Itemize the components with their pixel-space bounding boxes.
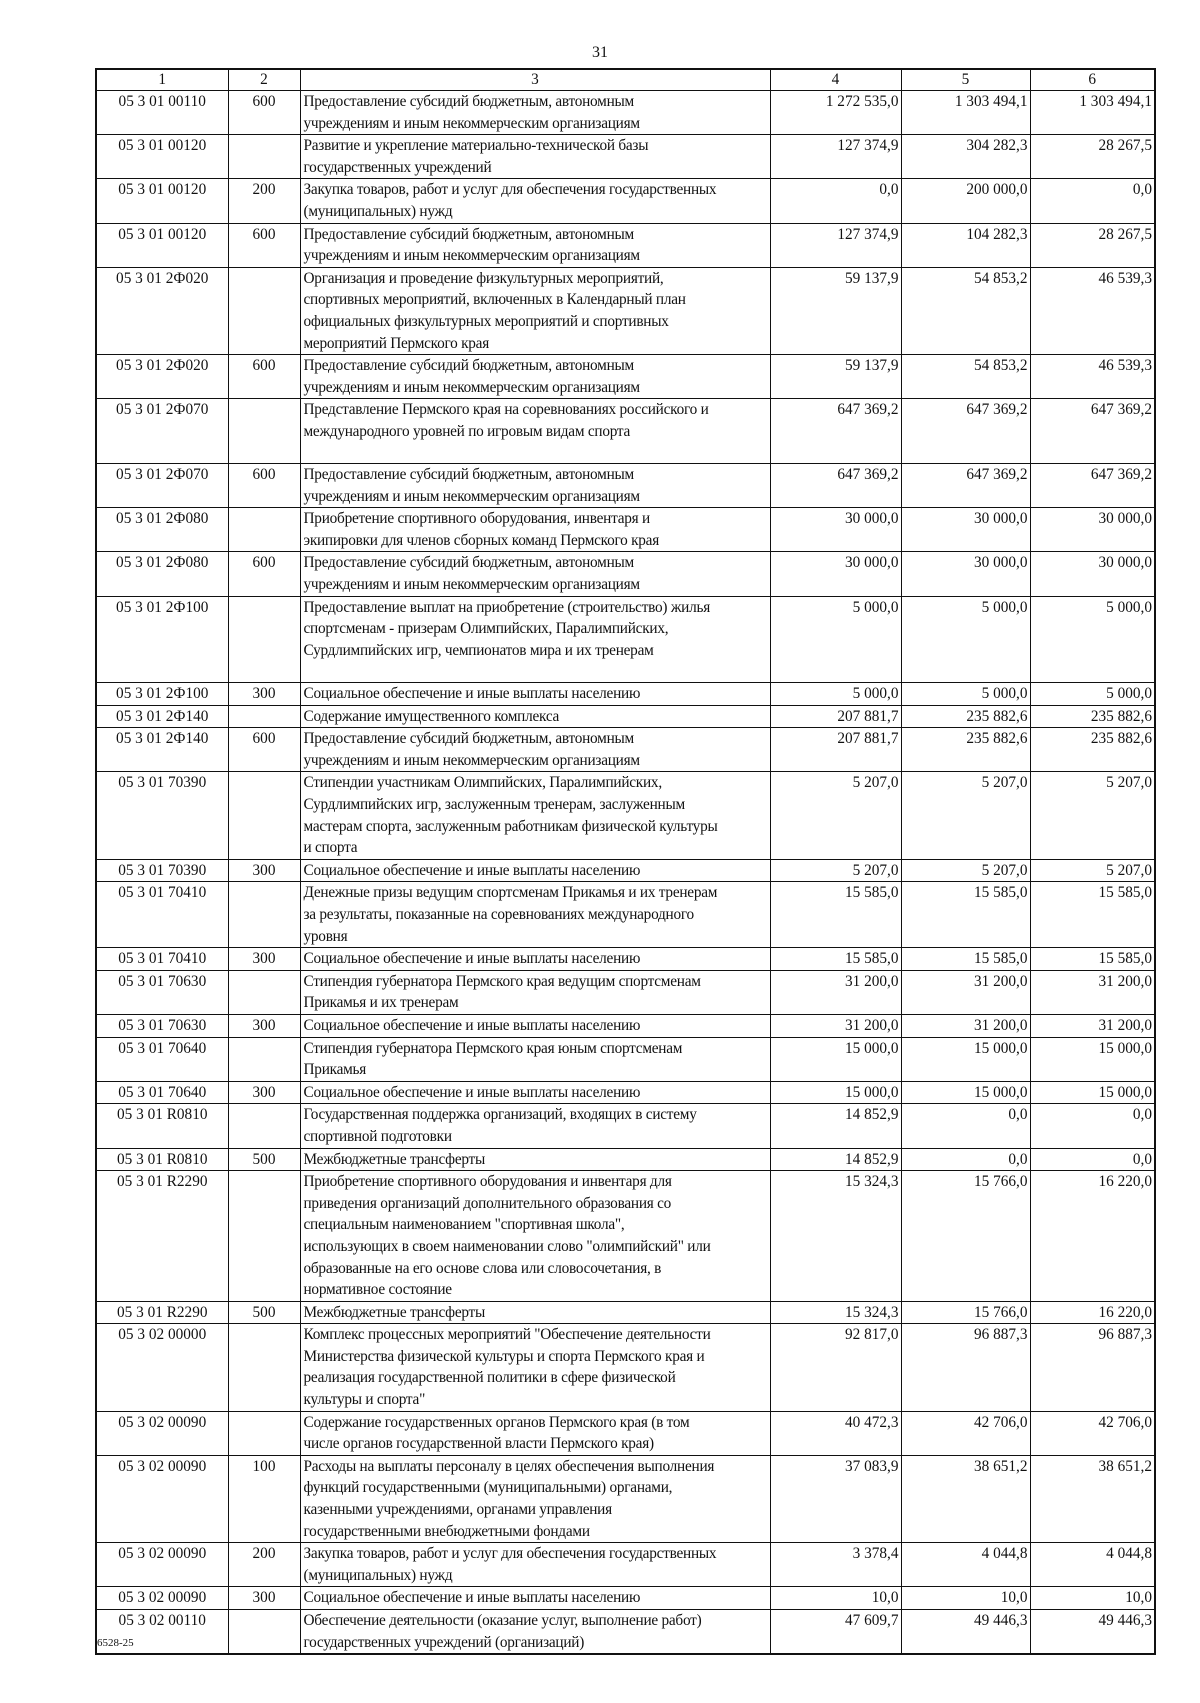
row-expense-type	[228, 1610, 300, 1655]
row-value-col4: 5 207,0	[770, 772, 901, 859]
table-row	[96, 1587, 1155, 1610]
row-value-col5: 5 000,0	[901, 683, 1030, 706]
row-code: 05 3 01 70630	[96, 970, 228, 1014]
row-expense-type: 500	[228, 1148, 300, 1171]
row-value-col4: 3 378,4	[770, 1543, 901, 1587]
row-value-col4: 31 200,0	[770, 970, 901, 1014]
row-name: Содержание государственных органов Пермского края (в том числе органов государственной власти Пермского края)	[300, 1411, 770, 1455]
row-value-col5: 5 207,0	[901, 859, 1030, 882]
row-code: 05 3 01 70410	[96, 948, 228, 971]
row-expense-type: 200	[228, 179, 300, 223]
row-value-col6: 28 267,5	[1030, 223, 1155, 267]
row-value-col5: 5 207,0	[901, 772, 1030, 859]
row-code: 05 3 02 00110	[96, 1610, 228, 1655]
row-value-col5: 96 887,3	[901, 1324, 1030, 1411]
table-row	[96, 1455, 1155, 1542]
row-expense-type	[228, 135, 300, 179]
row-expense-type: 600	[228, 552, 300, 596]
header-col-4: 4	[770, 69, 901, 91]
row-value-col6: 15 585,0	[1030, 882, 1155, 948]
row-value-col6: 31 200,0	[1030, 1014, 1155, 1037]
row-name: Закупка товаров, работ и услуг для обеспечения государственных (муниципальных) нужд	[300, 1543, 770, 1587]
row-value-col4: 207 881,7	[770, 705, 901, 728]
row-expense-type	[228, 882, 300, 948]
row-expense-type	[228, 596, 300, 682]
row-name: Стипендия губернатора Пермского края юным спортсменам Прикамья	[300, 1037, 770, 1081]
row-value-col6: 42 706,0	[1030, 1411, 1155, 1455]
row-value-col6: 16 220,0	[1030, 1301, 1155, 1324]
header-col-1: 1	[96, 69, 228, 91]
row-value-col5: 5 000,0	[901, 596, 1030, 682]
row-code: 05 3 01 70640	[96, 1081, 228, 1104]
row-value-col5: 30 000,0	[901, 508, 1030, 552]
row-expense-type	[228, 970, 300, 1014]
row-expense-type: 300	[228, 1014, 300, 1037]
row-expense-type: 100	[228, 1455, 300, 1542]
budget-table	[95, 68, 1156, 1655]
table-row	[96, 355, 1155, 399]
row-value-col6: 647 369,2	[1030, 464, 1155, 508]
header-col-3: 3	[300, 69, 770, 91]
table-row	[96, 399, 1155, 464]
row-value-col6: 0,0	[1030, 1148, 1155, 1171]
row-code: 05 3 02 00090	[96, 1587, 228, 1610]
row-expense-type: 600	[228, 91, 300, 135]
row-value-col6: 49 446,3	[1030, 1610, 1155, 1655]
row-value-col6: 15 000,0	[1030, 1037, 1155, 1081]
row-value-col5: 30 000,0	[901, 552, 1030, 596]
row-value-col5: 15 766,0	[901, 1301, 1030, 1324]
row-expense-type: 600	[228, 355, 300, 399]
row-name: Приобретение спортивного оборудования, инвентаря и экипировки для членов сборных команд Пермского края	[300, 508, 770, 552]
row-name: Закупка товаров, работ и услуг для обеспечения государственных (муниципальных) нужд	[300, 179, 770, 223]
row-value-col4: 37 083,9	[770, 1455, 901, 1542]
row-expense-type: 600	[228, 728, 300, 772]
row-name: Социальное обеспечение и иные выплаты населению	[300, 859, 770, 882]
row-name: Межбюджетные трансферты	[300, 1301, 770, 1324]
row-code: 05 3 01 70630	[96, 1014, 228, 1037]
table-row	[96, 135, 1155, 179]
table-row	[96, 464, 1155, 508]
table-row	[96, 1301, 1155, 1324]
row-name: Денежные призы ведущим спортсменам Прикамья и их тренерам за результаты, показанные на соревнованиях международного уровня	[300, 882, 770, 948]
row-value-col4: 15 585,0	[770, 948, 901, 971]
table-row	[96, 552, 1155, 596]
row-value-col4: 14 852,9	[770, 1104, 901, 1148]
row-name: Комплекс процессных мероприятий "Обеспечение деятельности Министерства физической культуры и спорта Пермского края и реализация государственной политики в сфере физической культуры и спорта"	[300, 1324, 770, 1411]
row-value-col5: 15 000,0	[901, 1081, 1030, 1104]
row-value-col5: 0,0	[901, 1148, 1030, 1171]
row-name: Предоставление субсидий бюджетным, автономным учреждениям и иным некоммерческим организациям	[300, 552, 770, 596]
row-name: Социальное обеспечение и иные выплаты населению	[300, 1014, 770, 1037]
row-value-col6: 5 000,0	[1030, 683, 1155, 706]
table-row	[96, 948, 1155, 971]
row-value-col4: 5 000,0	[770, 683, 901, 706]
row-name: Предоставление субсидий бюджетным, автономным учреждениям и иным некоммерческим организациям	[300, 223, 770, 267]
row-value-col5: 15 585,0	[901, 948, 1030, 971]
row-expense-type	[228, 1171, 300, 1302]
row-code: 05 3 02 00090	[96, 1543, 228, 1587]
row-code: 05 3 01 2Ф140	[96, 728, 228, 772]
row-code: 05 3 01 2Ф100	[96, 683, 228, 706]
page-number: 31	[592, 44, 608, 61]
row-value-col4: 40 472,3	[770, 1411, 901, 1455]
row-name: Социальное обеспечение и иные выплаты населению	[300, 683, 770, 706]
row-code: 05 3 01 R0810	[96, 1148, 228, 1171]
row-value-col4: 30 000,0	[770, 508, 901, 552]
header-col-6: 6	[1030, 69, 1155, 91]
row-code: 05 3 01 2Ф140	[96, 705, 228, 728]
row-name: Содержание имущественного комплекса	[300, 705, 770, 728]
row-name: Представление Пермского края на соревнованиях российского и международного уровней по игровым видам спорта	[300, 399, 770, 464]
table-row	[96, 1171, 1155, 1302]
row-name: Государственная поддержка организаций, входящих в систему спортивной подготовки	[300, 1104, 770, 1148]
row-code: 05 3 02 00090	[96, 1411, 228, 1455]
row-name: Приобретение спортивного оборудования и инвентаря для приведения организаций дополнительного образования со специальным наименованием "спортивная школа", использующих в своем наименовании слово "олимпийский" или образованные на его основе слова или словосочетания, в нормативное состояние	[300, 1171, 770, 1302]
row-value-col4: 59 137,9	[770, 355, 901, 399]
row-expense-type	[228, 1104, 300, 1148]
row-value-col6: 0,0	[1030, 179, 1155, 223]
row-value-col5: 10,0	[901, 1587, 1030, 1610]
row-value-col5: 15 000,0	[901, 1037, 1030, 1081]
row-name: Обеспечение деятельности (оказание услуг, выполнение работ) государственных учреждений (организаций)	[300, 1610, 770, 1655]
row-value-col6: 28 267,5	[1030, 135, 1155, 179]
row-expense-type	[228, 1324, 300, 1411]
header-col-2: 2	[228, 69, 300, 91]
table-row	[96, 1610, 1155, 1655]
row-value-col4: 127 374,9	[770, 223, 901, 267]
row-expense-type	[228, 705, 300, 728]
row-value-col4: 647 369,2	[770, 399, 901, 464]
row-value-col6: 46 539,3	[1030, 267, 1155, 354]
row-value-col4: 15 000,0	[770, 1081, 901, 1104]
row-value-col4: 0,0	[770, 179, 901, 223]
row-code: 05 3 01 R0810	[96, 1104, 228, 1148]
row-code: 05 3 02 00000	[96, 1324, 228, 1411]
row-code: 05 3 01 70390	[96, 859, 228, 882]
row-value-col6: 5 207,0	[1030, 772, 1155, 859]
row-value-col4: 92 817,0	[770, 1324, 901, 1411]
row-value-col6: 5 207,0	[1030, 859, 1155, 882]
row-code: 05 3 01 00120	[96, 223, 228, 267]
row-expense-type: 600	[228, 223, 300, 267]
header-col-5: 5	[901, 69, 1030, 91]
row-value-col6: 235 882,6	[1030, 728, 1155, 772]
row-value-col6: 647 369,2	[1030, 399, 1155, 464]
row-expense-type: 300	[228, 948, 300, 971]
row-value-col5: 1 303 494,1	[901, 91, 1030, 135]
row-code: 05 3 02 00090	[96, 1455, 228, 1542]
row-name: Стипендии участникам Олимпийских, Паралимпийских, Сурдлимпийских игр, заслуженным тренерам, заслуженным мастерам спорта, заслуженным работникам физической культуры и спорта	[300, 772, 770, 859]
table-row	[96, 1037, 1155, 1081]
row-value-col6: 30 000,0	[1030, 552, 1155, 596]
row-value-col6: 1 303 494,1	[1030, 91, 1155, 135]
row-value-col5: 15 585,0	[901, 882, 1030, 948]
row-name: Предоставление субсидий бюджетным, автономным учреждениям и иным некоммерческим организациям	[300, 355, 770, 399]
row-value-col4: 47 609,7	[770, 1610, 901, 1655]
table-row	[96, 223, 1155, 267]
row-value-col4: 59 137,9	[770, 267, 901, 354]
row-value-col5: 54 853,2	[901, 267, 1030, 354]
row-value-col6: 5 000,0	[1030, 596, 1155, 682]
table-row	[96, 1148, 1155, 1171]
row-value-col4: 127 374,9	[770, 135, 901, 179]
row-value-col5: 15 766,0	[901, 1171, 1030, 1302]
table-row	[96, 882, 1155, 948]
row-name: Предоставление субсидий бюджетным, автономным учреждениям и иным некоммерческим организациям	[300, 91, 770, 135]
row-code: 05 3 01 2Ф100	[96, 596, 228, 682]
row-value-col4: 15 585,0	[770, 882, 901, 948]
row-value-col5: 42 706,0	[901, 1411, 1030, 1455]
row-expense-type	[228, 267, 300, 354]
row-name: Предоставление субсидий бюджетным, автономным учреждениям и иным некоммерческим организациям	[300, 464, 770, 508]
row-value-col4: 14 852,9	[770, 1148, 901, 1171]
row-value-col6: 15 585,0	[1030, 948, 1155, 971]
row-value-col5: 0,0	[901, 1104, 1030, 1148]
row-code: 05 3 01 70390	[96, 772, 228, 859]
row-value-col4: 15 324,3	[770, 1171, 901, 1302]
row-name: Социальное обеспечение и иные выплаты населению	[300, 948, 770, 971]
table-row	[96, 1543, 1155, 1587]
row-name: Развитие и укрепление материально-технической базы государственных учреждений	[300, 135, 770, 179]
row-code: 05 3 01 00120	[96, 179, 228, 223]
row-value-col5: 31 200,0	[901, 970, 1030, 1014]
footer-code: 6528-25	[97, 1637, 134, 1649]
row-expense-type	[228, 399, 300, 464]
table-row	[96, 1014, 1155, 1037]
row-value-col5: 647 369,2	[901, 464, 1030, 508]
row-value-col5: 235 882,6	[901, 705, 1030, 728]
table-row	[96, 683, 1155, 706]
row-name: Предоставление выплат на приобретение (строительство) жилья спортсменам - призерам Олимпийских, Паралимпийских, Сурдлимпийских игр, чемпионатов мира и их тренерам	[300, 596, 770, 682]
table-row	[96, 596, 1155, 682]
row-value-col4: 1 272 535,0	[770, 91, 901, 135]
row-code: 05 3 01 R2290	[96, 1301, 228, 1324]
row-expense-type: 500	[228, 1301, 300, 1324]
row-name: Расходы на выплаты персоналу в целях обеспечения выполнения функций государственными (муниципальными) органами, казенными учреждениями, органами управления государственными внебюджетными фондами	[300, 1455, 770, 1542]
row-value-col5: 200 000,0	[901, 179, 1030, 223]
row-value-col6: 4 044,8	[1030, 1543, 1155, 1587]
row-value-col4: 10,0	[770, 1587, 901, 1610]
row-value-col6: 31 200,0	[1030, 970, 1155, 1014]
row-expense-type: 300	[228, 1587, 300, 1610]
table-row	[96, 728, 1155, 772]
row-name: Межбюджетные трансферты	[300, 1148, 770, 1171]
row-value-col6: 10,0	[1030, 1587, 1155, 1610]
row-expense-type	[228, 1037, 300, 1081]
row-value-col6: 15 000,0	[1030, 1081, 1155, 1104]
row-name: Социальное обеспечение и иные выплаты населению	[300, 1081, 770, 1104]
row-value-col6: 0,0	[1030, 1104, 1155, 1148]
row-value-col5: 647 369,2	[901, 399, 1030, 464]
row-code: 05 3 01 70410	[96, 882, 228, 948]
row-expense-type: 300	[228, 1081, 300, 1104]
row-value-col4: 15 000,0	[770, 1037, 901, 1081]
table-row	[96, 705, 1155, 728]
table-row	[96, 1324, 1155, 1411]
row-value-col6: 16 220,0	[1030, 1171, 1155, 1302]
row-expense-type: 200	[228, 1543, 300, 1587]
row-name: Организация и проведение физкультурных мероприятий, спортивных мероприятий, включенных в Календарный план официальных физкультурных мероприятий и спортивных мероприятий Пермского края	[300, 267, 770, 354]
table-row	[96, 1104, 1155, 1148]
row-code: 05 3 01 2Ф070	[96, 399, 228, 464]
table-row	[96, 772, 1155, 859]
row-value-col4: 207 881,7	[770, 728, 901, 772]
table-row	[96, 91, 1155, 135]
row-expense-type: 600	[228, 464, 300, 508]
row-code: 05 3 01 00120	[96, 135, 228, 179]
row-value-col6: 30 000,0	[1030, 508, 1155, 552]
row-value-col5: 104 282,3	[901, 223, 1030, 267]
row-value-col5: 304 282,3	[901, 135, 1030, 179]
row-code: 05 3 01 00110	[96, 91, 228, 135]
row-value-col5: 31 200,0	[901, 1014, 1030, 1037]
row-name: Социальное обеспечение и иные выплаты населению	[300, 1587, 770, 1610]
row-code: 05 3 01 2Ф020	[96, 355, 228, 399]
row-expense-type: 300	[228, 859, 300, 882]
row-code: 05 3 01 2Ф070	[96, 464, 228, 508]
table-row	[96, 970, 1155, 1014]
row-expense-type: 300	[228, 683, 300, 706]
table-row	[96, 859, 1155, 882]
row-value-col4: 5 207,0	[770, 859, 901, 882]
row-value-col4: 30 000,0	[770, 552, 901, 596]
row-name: Стипендия губернатора Пермского края ведущим спортсменам Прикамья и их тренерам	[300, 970, 770, 1014]
row-value-col5: 54 853,2	[901, 355, 1030, 399]
row-value-col6: 96 887,3	[1030, 1324, 1155, 1411]
row-code: 05 3 01 70640	[96, 1037, 228, 1081]
row-code: 05 3 01 R2290	[96, 1171, 228, 1302]
row-expense-type	[228, 772, 300, 859]
row-value-col5: 49 446,3	[901, 1610, 1030, 1655]
row-value-col4: 647 369,2	[770, 464, 901, 508]
row-value-col5: 4 044,8	[901, 1543, 1030, 1587]
table-row	[96, 179, 1155, 223]
table-row	[96, 1411, 1155, 1455]
row-value-col5: 235 882,6	[901, 728, 1030, 772]
row-value-col4: 15 324,3	[770, 1301, 901, 1324]
row-code: 05 3 01 2Ф020	[96, 267, 228, 354]
table-row	[96, 267, 1155, 354]
row-code: 05 3 01 2Ф080	[96, 508, 228, 552]
row-name: Предоставление субсидий бюджетным, автономным учреждениям и иным некоммерческим организациям	[300, 728, 770, 772]
row-value-col4: 31 200,0	[770, 1014, 901, 1037]
table-row	[96, 1081, 1155, 1104]
row-expense-type	[228, 508, 300, 552]
row-value-col6: 38 651,2	[1030, 1455, 1155, 1542]
row-expense-type	[228, 1411, 300, 1455]
row-value-col4: 5 000,0	[770, 596, 901, 682]
table-row	[96, 508, 1155, 552]
row-code: 05 3 01 2Ф080	[96, 552, 228, 596]
row-value-col6: 235 882,6	[1030, 705, 1155, 728]
row-value-col5: 38 651,2	[901, 1455, 1030, 1542]
row-value-col6: 46 539,3	[1030, 355, 1155, 399]
header-row	[96, 69, 1155, 91]
